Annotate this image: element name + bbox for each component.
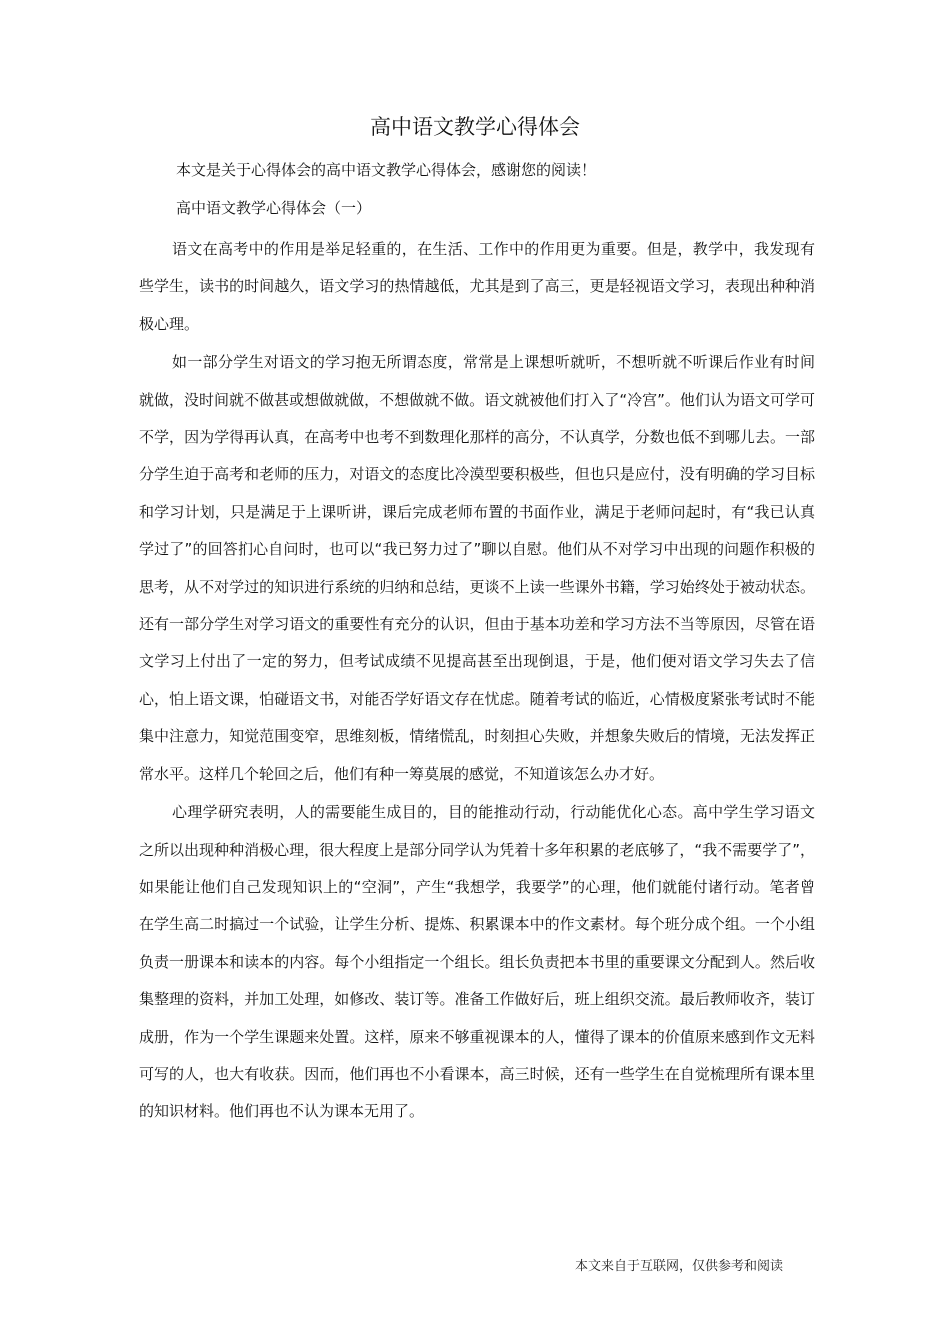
paragraph-3: 心理学研究表明，人的需要能生成目的，目的能推动行动，行动能优化心态。高中学生学习语文之所以出现种种消极心理，很大程度上是部分同学认为凭着十多年积累的老底够了，“我不需要学了”，如果能让他们自己发现知识上的“空洞”，产生“我想学，我要学”的心理，他们就能付诸行动。笔者曾在学生高二时搞过一个试验，让学生分析、提炼、积累课本中的作文素材。每个班分成个组。一个小组负责一册课本和读本的内容。每个小组指定一个组长。组长负责把本书里的重要课文分配到人。然后收集整理的资料，并加工处理，如修改、装订等。准备工作做好后，班上组织交流。最后教师收齐，装订成册，作为一个学生课题来处置。这样，原来不够重视课本的人，懂得了课本的价值原来感到作文无料可写的人，也大有收获。因而，他们再也不小看课本，高三时候，还有一些学生在自觉梳理所有课本里的知识材料。他们再也不认为课本无用了。	[139, 803, 815, 1121]
body-text	[139, 231, 815, 1132]
footer-note: 本文来自于互联网，仅供参考和阅读	[575, 1259, 784, 1274]
section-heading: 高中语文教学心得体会（一）	[176, 199, 372, 217]
paragraph-2: 如一部分学生对语文的学习抱无所谓态度，常常是上课想听就听，不想听就不听课后作业有时间就做，没时间就不做甚或想做就做，不想做就不做。语文就被他们打入了“冷宫”。他们认为语文可学可不学，因为学得再认真，在高考中也考不到数理化那样的高分，不认真学，分数也低不到哪儿去。一部分学生迫于高考和老师的压力，对语文的态度比冷漠型要积极些，但也只是应付，没有明确的学习目标和学习计划，只是满足于上课听讲，课后完成老师布置的书面作业，满足于老师问起时，有“我已认真学过了”的回答扪心自问时，也可以“我已努力过了”聊以自慰。他们从不对学习中出现的问题作积极的思考，从不对学过的知识进行系统的归纳和总结，更谈不上读一些课外书籍，学习始终处于被动状态。还有一部分学生对学习语文的重要性有充分的认识，但由于基本功差和学习方法不当等原因，尽管在语文学习上付出了一定的努力，但考试成绩不见提高甚至出现倒退，于是，他们便对语文学习失去了信心，怕上语文课，怕碰语文书，对能否学好语文存在忧虑。随着考试的临近，心情极度紧张考试时不能集中注意力，知觉范围变窄，思维刻板，情绪慌乱，时刻担心失败，并想象失败后的情境，无法发挥正常水平。这样几个轮回之后，他们有种一筹莫展的感觉，不知道该怎么办才好。	[139, 353, 815, 783]
intro-line: 本文是关于心得体会的高中语文教学心得体会，感谢您的阅读！	[176, 161, 597, 179]
document-title: 高中语文教学心得体会	[370, 115, 580, 139]
paragraph-1: 语文在高考中的作用是举足轻重的，在生活、工作中的作用更为重要。但是，教学中，我发现有些学生，读书的时间越久，语文学习的热情越低，尤其是到了高三，更是轻视语文学习，表现出种种消极心理。	[139, 240, 815, 333]
